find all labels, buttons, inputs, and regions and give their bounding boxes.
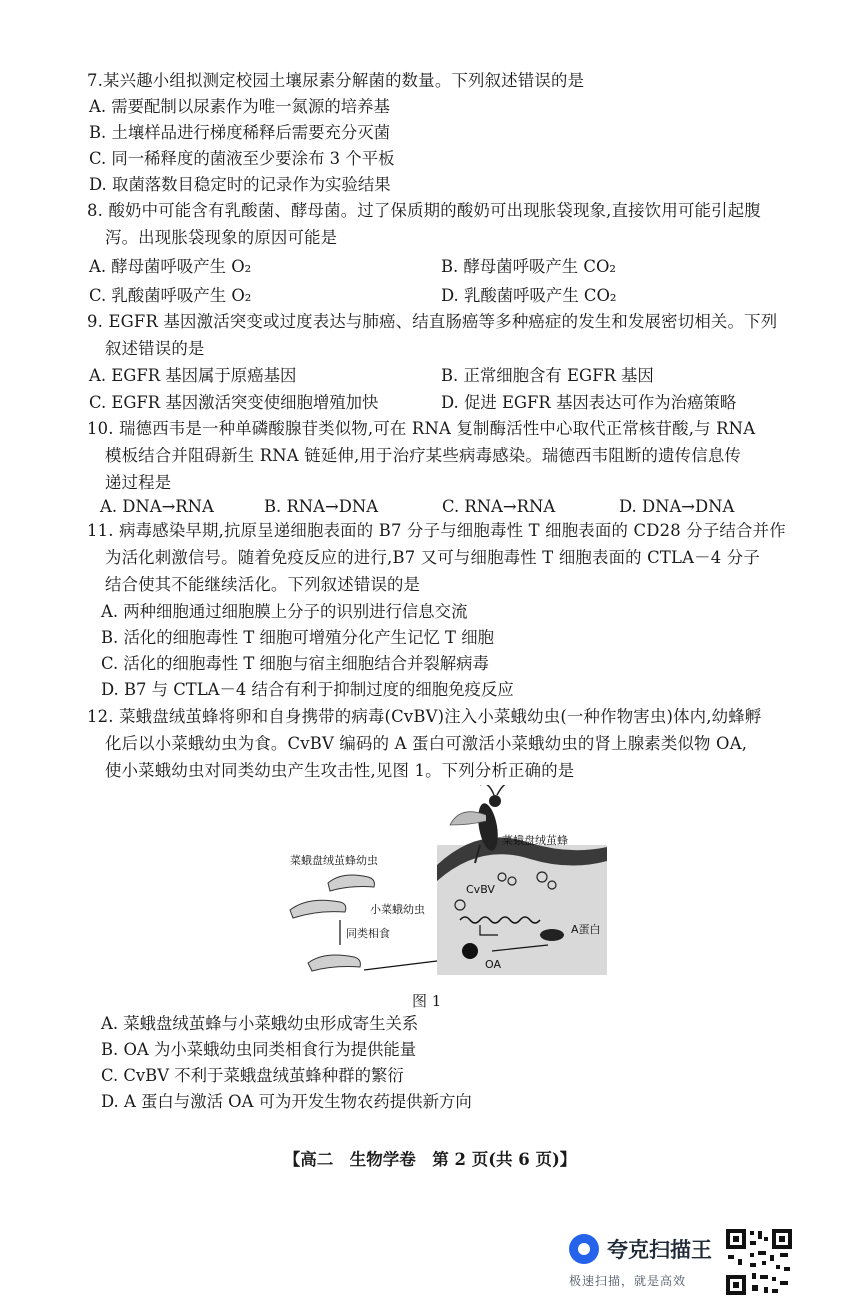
q8-option-d: D. 乳酸菌呼吸产生 CO₂	[441, 286, 617, 305]
q11-option-b: B. 活化的细胞毒性 T 细胞可增殖分化产生记忆 T 细胞	[101, 628, 494, 647]
figure-caption: 图 1	[412, 992, 442, 1010]
label-wasp: 菜蛾盘绒茧蜂	[502, 834, 568, 847]
q12-option-d: D. A 蛋白与激活 OA 可为开发生物农药提供新方向	[101, 1092, 472, 1111]
q9-stem-line-1: 9. EGFR 基因激活突变或过度表达与肺癌、结直肠癌等多种癌症的发生和发展密切相关。下列	[87, 312, 778, 331]
q9-option-b: B. 正常细胞含有 EGFR 基因	[441, 366, 654, 385]
label-cvbv: CvBV	[466, 883, 495, 896]
label-moth-larva: 小菜蛾幼虫	[370, 903, 425, 916]
watermark-name: 夸克扫描王	[607, 1238, 712, 1262]
q8-option-c: C. 乳酸菌呼吸产生 O₂	[89, 286, 252, 305]
larva-icon	[290, 875, 374, 971]
q10-stem-line-2: 模板结合并阻碍新生 RNA 链延伸,用于治疗某些病毒感染。瑞德西韦阻断的遗传信息传	[105, 446, 742, 465]
q8-stem-line-1: 8. 酸奶中可能含有乳酸菌、酵母菌。过了保质期的酸奶可出现胀袋现象,直接饮用可能引起腹	[87, 201, 761, 220]
q11-stem-line-3: 结合使其不能继续活化。下列叙述错误的是	[105, 575, 421, 594]
quark-logo-icon	[569, 1234, 599, 1264]
q9-option-a: A. EGFR 基因属于原癌基因	[89, 366, 297, 385]
q10-option-d: D. DNA→DNA	[619, 497, 735, 516]
q10-stem-line-3: 递过程是	[105, 473, 172, 492]
q11-stem-line-2: 为活化刺激信号。随着免疫反应的进行,B7 又可与细胞毒性 T 细胞表面的 CTLA－4 分子	[105, 548, 760, 567]
q12-option-c: C. CvBV 不利于菜蛾盘绒茧蜂种群的繁衍	[101, 1066, 404, 1085]
figure-1-diagram	[280, 785, 640, 985]
q9-option-d: D. 促进 EGFR 基因表达可作为治癌策略	[441, 393, 737, 412]
q8-option-b: B. 酵母菌呼吸产生 CO₂	[441, 257, 616, 276]
q7-option-a: A. 需要配制以尿素作为唯一氮源的培养基	[89, 97, 390, 116]
q10-option-b: B. RNA→DNA	[264, 497, 379, 516]
q11-option-c: C. 活化的细胞毒性 T 细胞与宿主细胞结合并裂解病毒	[101, 654, 489, 673]
q7-option-c: C. 同一稀释度的菌液至少要涂布 3 个平板	[89, 149, 395, 168]
q8-stem-line-2: 泻。出现胀袋现象的原因可能是	[105, 228, 338, 247]
q7-option-d: D. 取菌落数目稳定时的记录作为实验结果	[89, 175, 391, 194]
q7-stem: 7.某兴趣小组拟测定校园土壤尿素分解菌的数量。下列叙述错误的是	[87, 71, 585, 90]
q12-stem-line-1: 12. 菜蛾盘绒茧蜂将卵和自身携带的病毒(CvBV)注入小菜蛾幼虫(一种作物害虫)体内,幼蜂孵	[87, 707, 762, 726]
q12-option-b: B. OA 为小菜蛾幼虫同类相食行为提供能量	[101, 1040, 417, 1059]
arrow-icon	[364, 961, 437, 970]
qr-code-icon	[724, 1227, 794, 1297]
q10-option-c: C. RNA→RNA	[442, 497, 556, 516]
q8-option-a: A. 酵母菌呼吸产生 O₂	[89, 257, 252, 276]
label-cannibalism: 同类相食	[346, 927, 390, 940]
protein-a-icon	[540, 929, 564, 941]
label-protein-a: A蛋白	[571, 923, 601, 936]
q12-stem-line-3: 使小菜蛾幼虫对同类幼虫产生攻击性,见图 1。下列分析正确的是	[105, 761, 575, 780]
oa-icon	[462, 943, 478, 959]
q9-stem-line-2: 叙述错误的是	[105, 339, 205, 358]
label-wasp-larva: 菜蛾盘绒茧蜂幼虫	[290, 854, 378, 867]
q7-option-b: B. 土壤样品进行梯度稀释后需要充分灭菌	[89, 123, 391, 142]
q12-option-a: A. 菜蛾盘绒茧蜂与小菜蛾幼虫形成寄生关系	[101, 1014, 419, 1033]
watermark	[569, 1234, 729, 1294]
q10-option-a: A. DNA→RNA	[100, 497, 214, 516]
q10-stem-line-1: 10. 瑞德西韦是一种单磷酸腺苷类似物,可在 RNA 复制酶活性中心取代正常核苷酸,与 RNA	[87, 419, 756, 438]
q12-stem-line-2: 化后以小菜蛾幼虫为食。CvBV 编码的 A 蛋白可激活小菜蛾幼虫的肾上腺素类似物 OA,	[105, 734, 748, 753]
q11-stem-line-1: 11. 病毒感染早期,抗原呈递细胞表面的 B7 分子与细胞毒性 T 细胞表面的 CD28 分子结合并作	[87, 521, 786, 540]
watermark-slogan: 极速扫描，就是高效	[569, 1274, 687, 1288]
label-oa: OA	[485, 958, 501, 971]
q9-option-c: C. EGFR 基因激活突变使细胞增殖加快	[89, 393, 379, 412]
page-footer: 【高二 生物学卷 第 2 页(共 6 页)】	[283, 1150, 577, 1169]
q11-option-d: D. B7 与 CTLA－4 结合有利于抑制过度的细胞免疫反应	[101, 680, 514, 699]
q11-option-a: A. 两种细胞通过细胞膜上分子的识别进行信息交流	[101, 602, 468, 621]
